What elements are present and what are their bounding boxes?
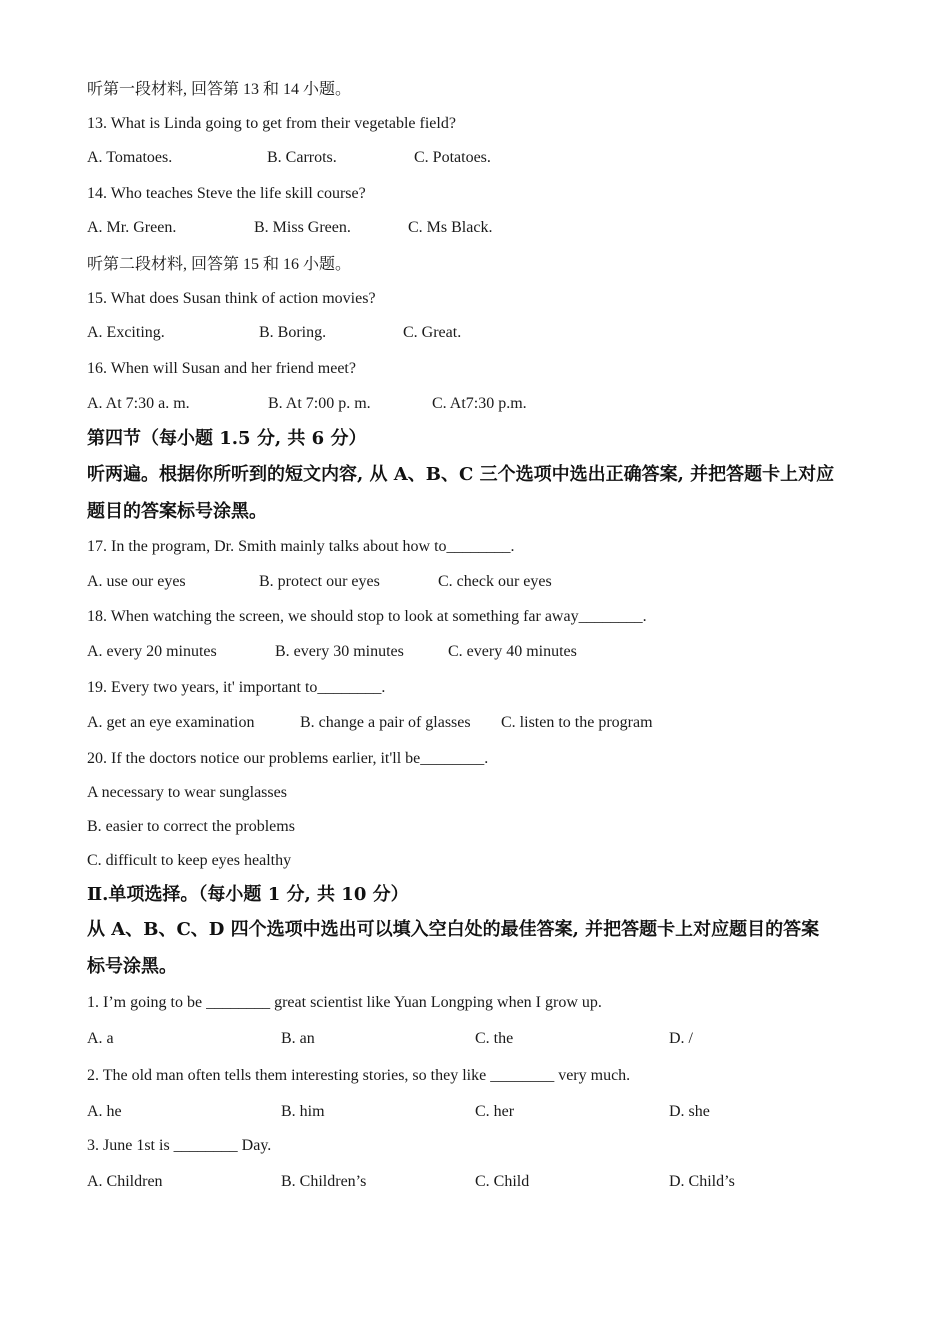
- q1-option-b: B. an: [281, 1030, 315, 1047]
- question-19: 19. Every two years, it' important to________.: [87, 679, 386, 696]
- q19-option-a: A. get an eye examination: [87, 714, 255, 731]
- question-14: 14. Who teaches Steve the life skill course?: [87, 185, 366, 202]
- q2-option-c: C. her: [475, 1103, 515, 1120]
- section2-heading: Ⅱ.单项选择。（每小题 1 分, 共 10 分）: [87, 884, 409, 905]
- q1-option-d: D. /: [669, 1030, 693, 1047]
- q20-option-a: A necessary to wear sunglasses: [87, 784, 287, 801]
- section2-instruction-line-1: 从 A、B、C、D 四个选项中选出可以填入空白处的最佳答案, 并把答题卡上对应题目的答案: [87, 919, 820, 940]
- q17-option-b: B. protect our eyes: [259, 573, 380, 590]
- question-17: 17. In the program, Dr. Smith mainly talks about how to________.: [87, 538, 515, 555]
- q17-option-c: C. check our eyes: [438, 573, 552, 590]
- part4-instruction-line-1: 听两遍。根据你所听到的短文内容, 从 A、B、C 三个选项中选出正确答案, 并把答题卡上对应: [87, 464, 835, 485]
- q16-option-c: C. At7:30 p.m.: [432, 395, 527, 412]
- part4-instruction-line-2: 题目的答案标号涂黑。: [87, 501, 267, 522]
- q20-option-b: B. easier to correct the problems: [87, 818, 295, 835]
- q18-option-c: C. every 40 minutes: [448, 643, 577, 660]
- question-13: 13. What is Linda going to get from their vegetable field?: [87, 115, 456, 132]
- section-intro-2: 听第二段材料, 回答第 15 和 16 小题。: [87, 256, 352, 273]
- section2-instruction-line-2: 标号涂黑。: [87, 956, 177, 977]
- question-3: 3. June 1st is ________ Day.: [87, 1137, 272, 1154]
- q2-option-d: D. she: [669, 1103, 710, 1120]
- section-intro-1: 听第一段材料, 回答第 13 和 14 小题。: [87, 81, 352, 98]
- q15-option-c: C. Great.: [403, 324, 462, 341]
- q15-option-b: B. Boring.: [259, 324, 327, 341]
- q1-option-c: C. the: [475, 1030, 514, 1047]
- q16-option-a: A. At 7:30 a. m.: [87, 395, 190, 412]
- q13-option-b: B. Carrots.: [267, 149, 337, 166]
- q2-option-b: B. him: [281, 1103, 325, 1120]
- question-16: 16. When will Susan and her friend meet?: [87, 360, 356, 377]
- q20-option-c: C. difficult to keep eyes healthy: [87, 852, 292, 869]
- q14-option-b: B. Miss Green.: [254, 219, 351, 236]
- q17-option-a: A. use our eyes: [87, 573, 186, 590]
- question-1: 1. I’m going to be ________ great scientist like Yuan Longping when I grow up.: [87, 994, 602, 1011]
- q3-option-b: B. Children’s: [281, 1173, 367, 1190]
- q2-option-a: A. he: [87, 1103, 122, 1120]
- question-15: 15. What does Susan think of action movies?: [87, 290, 376, 307]
- q13-option-c: C. Potatoes.: [414, 149, 491, 166]
- q16-option-b: B. At 7:00 p. m.: [268, 395, 371, 412]
- part4-heading: 第四节（每小题 1.5 分, 共 6 分）: [87, 428, 367, 449]
- q3-option-a: A. Children: [87, 1173, 163, 1190]
- q3-option-d: D. Child’s: [669, 1173, 735, 1190]
- q1-option-a: A. a: [87, 1030, 114, 1047]
- question-20: 20. If the doctors notice our problems earlier, it'll be________.: [87, 750, 489, 767]
- q19-option-c: C. listen to the program: [501, 714, 653, 731]
- question-18: 18. When watching the screen, we should stop to look at something far away________.: [87, 608, 647, 625]
- q15-option-a: A. Exciting.: [87, 324, 165, 341]
- q18-option-a: A. every 20 minutes: [87, 643, 217, 660]
- q3-option-c: C. Child: [475, 1173, 530, 1190]
- q13-option-a: A. Tomatoes.: [87, 149, 173, 166]
- q14-option-a: A. Mr. Green.: [87, 219, 177, 236]
- q19-option-b: B. change a pair of glasses: [300, 714, 471, 731]
- q14-option-c: C. Ms Black.: [408, 219, 493, 236]
- question-2: 2. The old man often tells them interesting stories, so they like ________ very much.: [87, 1067, 631, 1084]
- q18-option-b: B. every 30 minutes: [275, 643, 404, 660]
